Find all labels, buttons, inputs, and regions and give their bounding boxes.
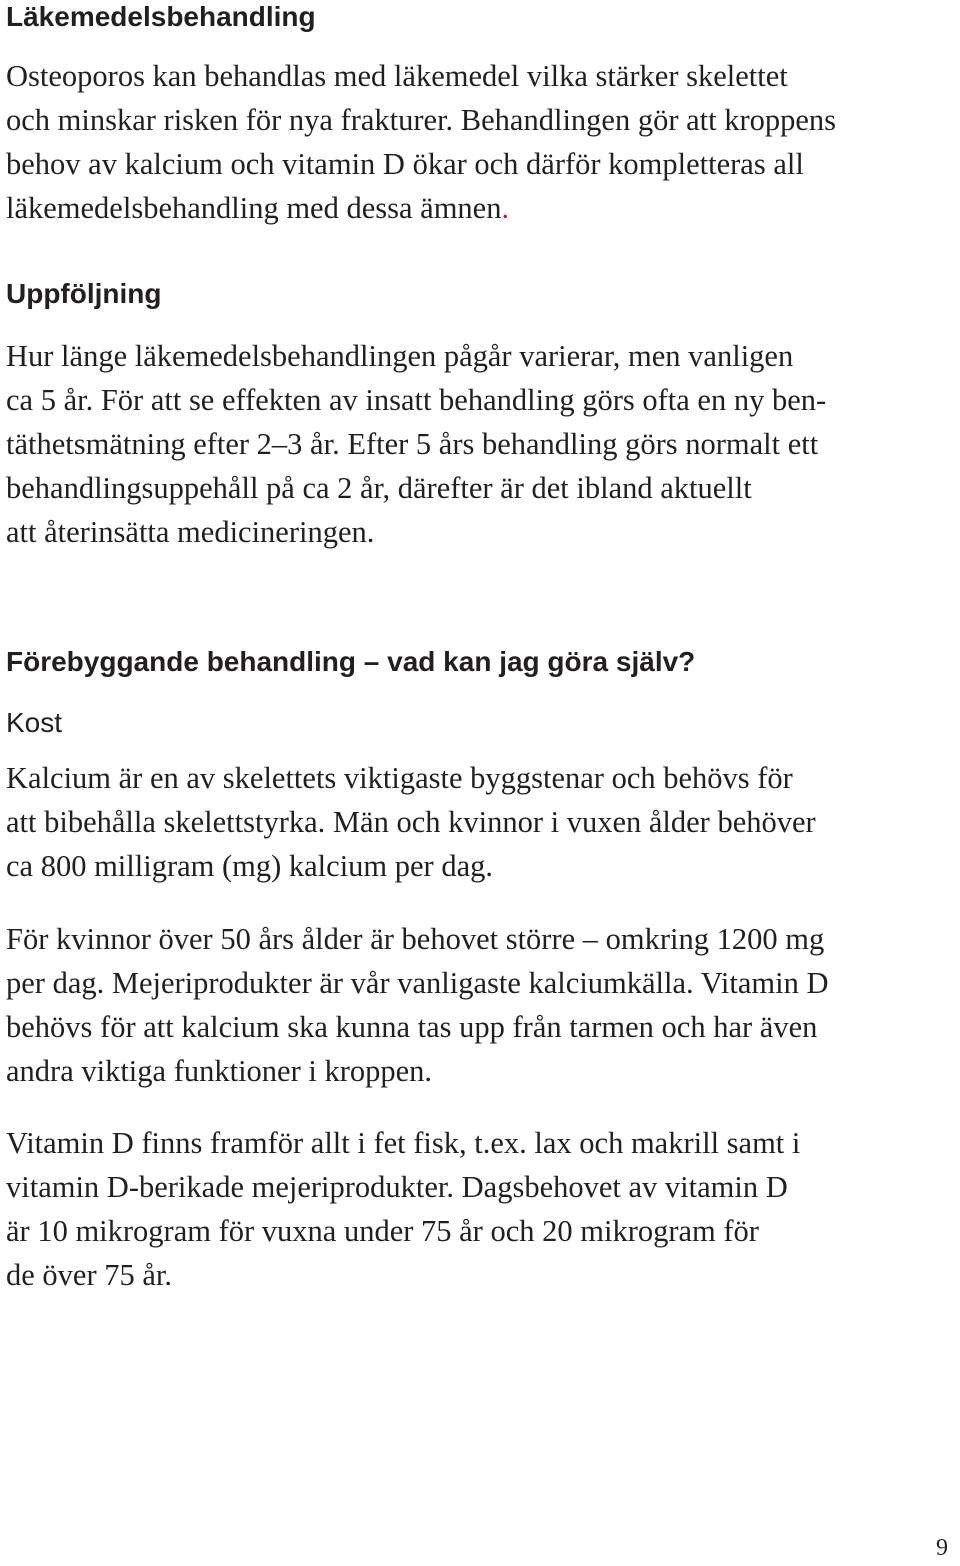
text-line: ca 5 år. För att se effekten av insatt behandling görs ofta en ny ben-: [6, 383, 827, 417]
subheading-kost: Kost: [6, 707, 63, 738]
text-line: andra viktiga funktioner i kroppen.: [6, 1054, 433, 1088]
text-line: täthetsmätning efter 2–3 år. Efter 5 års behandling görs normalt ett: [6, 427, 819, 461]
heading-uppfoljning: Uppföljning: [6, 278, 162, 309]
paragraph-kalcium: [6, 756, 950, 888]
text-line: behövs för att kalcium ska kunna tas upp från tarmen och har även: [6, 1010, 818, 1044]
text-line: är 10 mikrogram för vuxna under 75 år och 20 mikrogram för: [6, 1214, 759, 1248]
text-line: ca 800 milligram (mg) kalcium per dag.: [6, 849, 494, 883]
text-line: per dag. Mejeriprodukter är vår vanligaste kalciumkälla. Vitamin D: [6, 966, 829, 1000]
heading-forebyggande: Förebyggande behandling – vad kan jag göra själv?: [6, 646, 696, 677]
text-line: att återinsätta medicineringen.: [6, 515, 375, 549]
paragraph-kvinnor: [6, 917, 950, 1093]
page-number: 9: [936, 1535, 948, 1561]
text-line: och minskar risken för nya frakturer. Behandlingen gör att kroppens: [6, 103, 837, 137]
text-line: Vitamin D finns framför allt i fet fisk, t.ex. lax och makrill samt i: [6, 1126, 801, 1160]
text-line: Kalcium är en av skelettets viktigaste byggstenar och behövs för: [6, 761, 793, 795]
text-line: Osteoporos kan behandlas med läkemedel vilka stärker skelettet: [6, 59, 788, 93]
text-line: behandlingsuppehåll på ca 2 år, därefter är det ibland aktuellt: [6, 471, 752, 505]
text-line: behov av kalcium och vitamin D ökar och därför kompletteras all: [6, 147, 804, 181]
paragraph-uppfoljning: [6, 334, 950, 554]
text-line: de över 75 år.: [6, 1258, 172, 1292]
text-line: läkemedelsbehandling med dessa ämnen: [6, 191, 502, 225]
paragraph-vitamin-d: [6, 1121, 950, 1297]
text-line: För kvinnor över 50 års ålder är behovet större – omkring 1200 mg: [6, 922, 825, 956]
accent-period: .: [501, 191, 510, 225]
text-line: Hur länge läkemedelsbehandlingen pågår varierar, men vanligen: [6, 339, 794, 373]
heading-lakemedelsbehandling: Läkemedelsbehandling: [6, 1, 316, 32]
text-line: vitamin D-berikade mejeriprodukter. Dagsbehovet av vitamin D: [6, 1170, 788, 1204]
paragraph-lakemedelsbehandling: [6, 54, 950, 230]
text-line: att bibehålla skelettstyrka. Män och kvinnor i vuxen ålder behöver: [6, 805, 816, 839]
